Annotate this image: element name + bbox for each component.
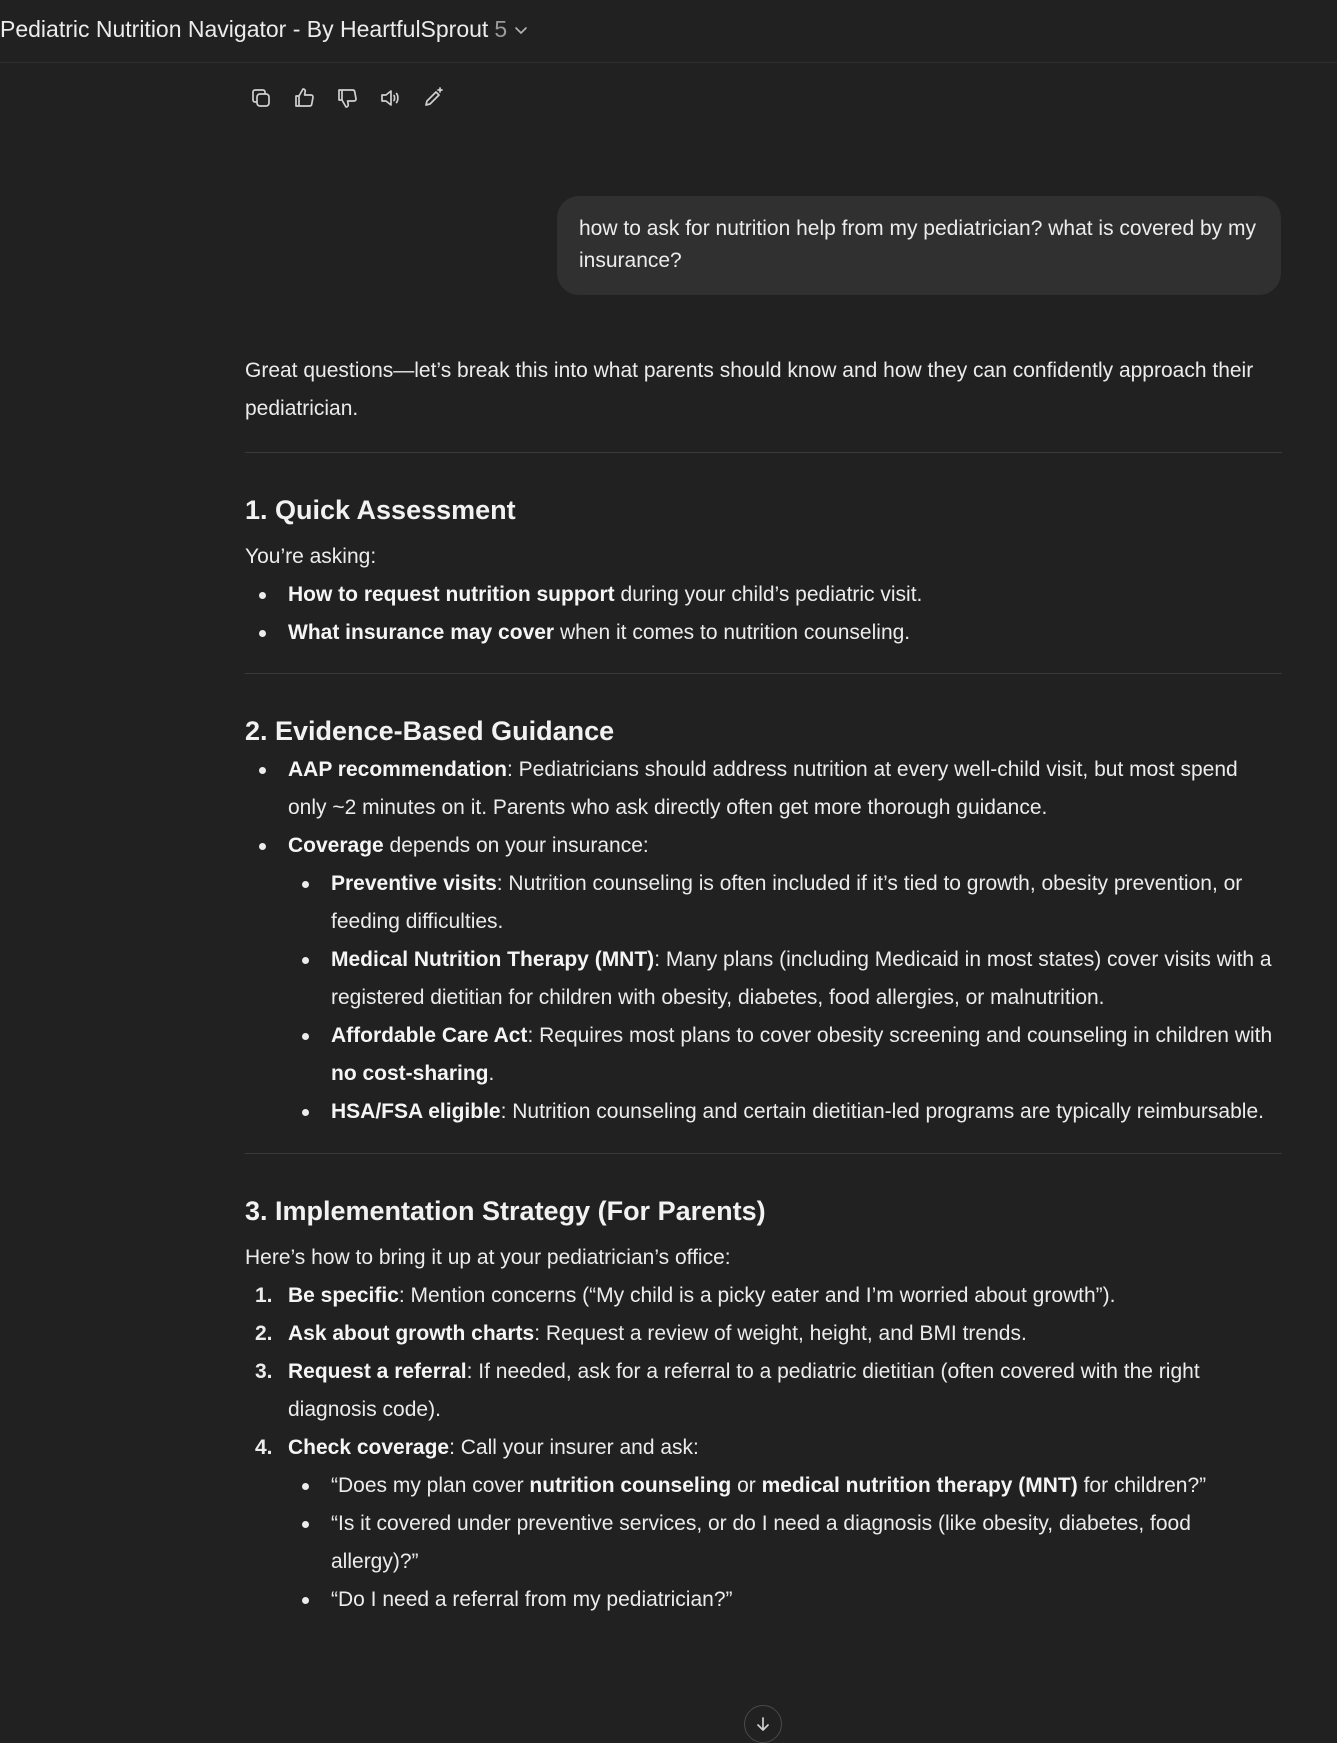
list-item: “Is it covered under preventive services, or do I need a diagnosis (like obesity, diabetes, food allergy)?” [288,1505,1282,1581]
chevron-down-icon[interactable] [513,22,529,38]
nested-bullet-list [288,1467,1282,1619]
list-item: 2. Ask about growth charts: Request a review of weight, height, and BMI trends. [255,1322,1027,1345]
list-item: Medical Nutrition Therapy (MNT): Many plans (including Medicaid in most states) cover visits with a registered dietitian for children with obesity, diabetes, food allergies, or malnutrition. [288,941,1282,1017]
list-item: 1. Be specific: Mention concerns (“My child is a picky eater and I’m worried about growth”). [255,1284,1116,1307]
list-item: How to request nutrition support during your child’s pediatric visit. [245,576,1282,614]
section-heading: 2. Evidence-Based Guidance [245,716,615,746]
edit-icon[interactable] [417,82,448,113]
copy-icon[interactable] [245,82,276,113]
list-item: 3. Request a referral: If needed, ask for a referral to a pediatric dietitian (often covered with the right diagnosis code). [255,1360,1200,1421]
gpt-title[interactable]: Pediatric Nutrition Navigator - By HeartfulSprout [0,16,489,42]
thumbs-down-icon[interactable] [331,82,362,113]
bullet-list [245,576,1282,652]
section-lead: You’re asking: [245,545,377,568]
list-item: “Do I need a referral from my pediatrician?” [288,1581,1282,1619]
list-item: Preventive visits: Nutrition counseling is often included if it’s tied to growth, obesity prevention, or feeding difficulties. [288,865,1282,941]
user-message: how to ask for nutrition help from my pediatrician? what is covered by my insurance? [557,196,1281,295]
section-lead: Here’s how to bring it up at your pediatrician’s office: [245,1246,731,1269]
list-item: Coverage depends on your insurance: Preventive visits: Nutrition counseling is often included if it’s tied to growth, obesity prevention, or feeding difficulties. Medical Nutrition Therapy (MNT): Many plans (including Medicaid in most states) cover visits with a registered dietitian for children with obesity, diabetes, food allergies, or malnutrition. Affordable Care Act: Requires most plans to cover obesity screening and counseling in children with no cost-sharing. HSA/FSA eligible: Nutrition counseling and certain dietitian-led programs are typically reimbursable. [245,827,1282,1131]
list-item: AAP recommendation: Pediatricians should address nutrition at every well-child visit, but most spend only ~2 minutes on it. Parents who ask directly often get more thorough guidance. [245,751,1282,827]
list-item: “Does my plan cover nutrition counseling or medical nutrition therapy (MNT) for children?” [288,1467,1282,1505]
assistant-reply [245,352,1282,1619]
list-item: What insurance may cover when it comes to nutrition counseling. [245,614,1282,652]
arrow-down-icon [754,1715,772,1733]
scroll-to-bottom-button[interactable] [744,1705,782,1743]
speaker-icon[interactable] [374,82,405,113]
section-heading: 3. Implementation Strategy (For Parents) [245,1196,766,1226]
list-item: Affordable Care Act: Requires most plans to cover obesity screening and counseling in children with no cost-sharing. [288,1017,1282,1093]
chat-header [0,0,1337,63]
nested-bullet-list [288,865,1282,1131]
message-actions [245,82,448,113]
list-item: HSA/FSA eligible: Nutrition counseling and certain dietitian-led programs are typically reimbursable. [288,1093,1282,1131]
divider [245,452,1282,453]
bullet-list [245,751,1282,1131]
divider [245,673,1282,674]
reply-intro: Great questions—let’s break this into what parents should know and how they can confidently approach their pediatrician. [245,359,1254,420]
list-item: 4. Check coverage: Call your insurer and ask: “Does my plan cover nutrition counseling or medical nutrition therapy (MNT) for children?” “Is it covered under preventive services, or do I need a diagnosis (like obesity, diabetes, food allergy)?” “Do I need a referral from my pediatrician?” [245,1429,1282,1619]
numbered-list [245,1277,1282,1619]
model-version[interactable]: 5 [494,16,508,42]
divider [245,1153,1282,1154]
thumbs-up-icon[interactable] [288,82,319,113]
section-heading: 1. Quick Assessment [245,495,516,525]
